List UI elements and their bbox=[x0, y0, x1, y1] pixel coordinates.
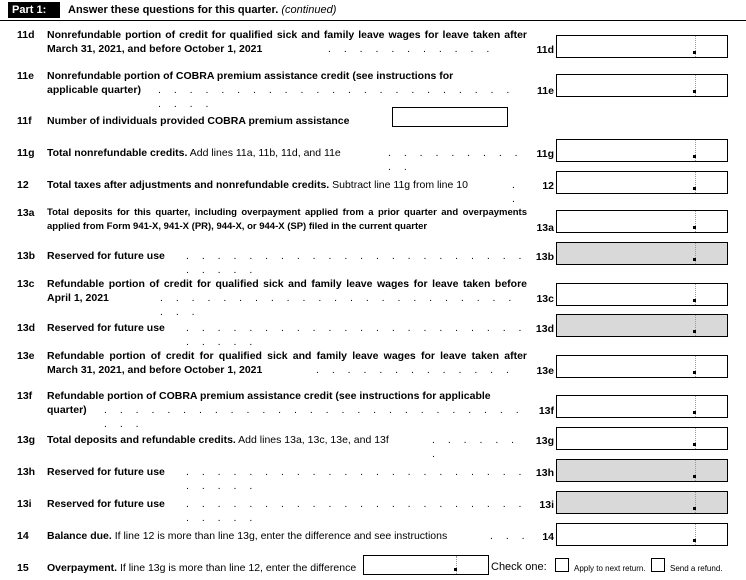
part-title bbox=[68, 3, 336, 17]
leader-dots: . . . . . . . . . . . . . bbox=[316, 364, 514, 376]
line-description bbox=[47, 529, 507, 543]
line-description bbox=[47, 465, 187, 479]
leader-dots: . . . . . . . . . . . . . . . . . . . . . . . . . . bbox=[160, 292, 517, 318]
line-description-rest: Add lines 11a, 11b, 11d, and 11e bbox=[187, 147, 341, 159]
line-label: 13d bbox=[535, 323, 554, 335]
line-label: 13b bbox=[535, 251, 554, 263]
leader-dots: . . . . . . . . . . . . . . . . . . . . . . . . . . . bbox=[186, 250, 527, 276]
line-label: 11d bbox=[536, 44, 554, 56]
line-description bbox=[47, 497, 187, 511]
line-number: 14 bbox=[17, 530, 29, 542]
leader-dots: . . . . . . . . . . . bbox=[328, 43, 495, 55]
line-description-bold: Reserved for future use bbox=[47, 466, 165, 478]
line-description-bold: Overpayment. bbox=[47, 562, 118, 574]
line-label: 12 bbox=[542, 180, 554, 192]
line-number: 13i bbox=[17, 498, 32, 510]
line-description-bold: Refundable portion of credit for qualified sick and family leave wages for leave taken after March 31, 2021, and before October 1, 2021 bbox=[47, 350, 527, 376]
line-description bbox=[47, 114, 387, 128]
line-12-input[interactable] bbox=[556, 171, 728, 194]
line-description bbox=[47, 561, 367, 575]
line-13e-input[interactable] bbox=[556, 355, 728, 378]
line-number: 11d bbox=[17, 29, 35, 41]
line-description-bold: Total deposits for this quarter, including overpayment applied from a prior quarter and overpayments applied from Form 941-X, 941-X (PR), 944-X, or 944-X (SP) filed in the current quarter bbox=[47, 207, 527, 232]
line-14-input[interactable] bbox=[556, 523, 728, 546]
line-13g-input[interactable] bbox=[556, 427, 728, 450]
line-13a-input[interactable] bbox=[556, 210, 728, 233]
line-11g-input[interactable] bbox=[556, 139, 728, 162]
leader-dots: . . bbox=[512, 179, 520, 205]
line-number: 13a bbox=[17, 207, 35, 219]
line-13d-input bbox=[556, 314, 728, 337]
part-title-text: Answer these questions for this quarter. bbox=[68, 4, 279, 16]
leader-dots: . . . . . . . . . . . bbox=[388, 147, 523, 173]
line-number: 13b bbox=[17, 250, 36, 262]
line-11d-input[interactable] bbox=[556, 35, 728, 58]
line-13b-input bbox=[556, 242, 728, 265]
line-number: 11e bbox=[17, 70, 34, 82]
line-label: 13a bbox=[536, 222, 554, 234]
send-a-refund-label: Send a refund. bbox=[670, 564, 723, 573]
line-description-rest: If line 12 is more than line 13g, enter the difference and see instructions bbox=[111, 530, 448, 542]
line-description-bold: Nonrefundable portion of COBRA premium assistance credit (see instructions for applicable quarter) bbox=[47, 70, 454, 96]
line-13c-input[interactable] bbox=[556, 283, 728, 306]
line-description bbox=[47, 146, 377, 160]
line-number: 13f bbox=[17, 390, 33, 402]
line-label: 13i bbox=[539, 499, 554, 511]
line-description-bold: Reserved for future use bbox=[47, 322, 165, 334]
line-description bbox=[47, 433, 447, 447]
line-15-input[interactable] bbox=[363, 555, 489, 575]
line-number: 15 bbox=[17, 562, 29, 574]
check-one-label: Check one: bbox=[491, 561, 547, 573]
line-number: 11f bbox=[17, 115, 32, 127]
leader-dots: . . . . . . . . . . . . . . . . . . . . . . . . . . . bbox=[186, 322, 527, 348]
line-number: 13h bbox=[17, 466, 36, 478]
line-13h-input bbox=[556, 459, 728, 482]
line-description-rest: If line 13g is more than line 12, enter the difference bbox=[117, 562, 357, 574]
line-description bbox=[47, 206, 527, 234]
line-description-rest: Subtract line 11g from line 10 bbox=[329, 179, 468, 191]
line-description-bold: Total deposits and refundable credits. bbox=[47, 434, 236, 446]
line-description-bold: Refundable portion of credit for qualified sick and family leave wages for leave taken before April 1, 2021 bbox=[47, 278, 527, 304]
leader-dots: . . . . . . . bbox=[432, 434, 520, 460]
line-number: 13c bbox=[17, 278, 35, 290]
line-label: 13g bbox=[535, 435, 554, 447]
line-label: 13e bbox=[536, 365, 554, 377]
leader-dots: . . . bbox=[490, 530, 530, 542]
line-description-bold: Total nonrefundable credits. bbox=[47, 147, 188, 159]
leader-dots: . . . . . . . . . . . . . . . . . . . . . . . . . . . . . . bbox=[104, 404, 524, 430]
line-number: 12 bbox=[17, 179, 29, 191]
send-a-refund-checkbox[interactable] bbox=[651, 558, 665, 572]
line-description-bold: Balance due. bbox=[47, 530, 112, 542]
leader-dots: . . . . . . . . . . . . . . . . . . . . . . . . . . . bbox=[186, 498, 527, 524]
line-number: 13g bbox=[17, 434, 36, 446]
part-title-continued: (continued) bbox=[281, 4, 337, 16]
line-label: 13c bbox=[536, 293, 554, 305]
line-11f-input[interactable] bbox=[392, 107, 508, 127]
part-header bbox=[0, 0, 746, 21]
line-description bbox=[47, 178, 527, 192]
apply-to-next-return-label: Apply to next return. bbox=[574, 564, 646, 573]
leader-dots: . . . . . . . . . . . . . . . . . . . . . . . . . . . bbox=[158, 84, 515, 110]
line-label: 14 bbox=[542, 531, 554, 543]
line-description-bold: Number of individuals provided COBRA premium assistance bbox=[47, 115, 350, 127]
line-label: 13h bbox=[535, 467, 554, 479]
line-description-bold: Total taxes after adjustments and nonrefundable credits. bbox=[47, 179, 330, 191]
line-label: 11e bbox=[537, 85, 554, 97]
leader-dots: . . . . . . . . . . . . . . . . . . . . . . . . . . . bbox=[186, 466, 527, 492]
line-number: 11g bbox=[17, 147, 35, 159]
line-number: 13e bbox=[17, 350, 35, 362]
part-label: Part 1: bbox=[8, 2, 60, 18]
line-description-bold: Nonrefundable portion of credit for qualified sick and family leave wages for leave taken after March 31, 2021, and before October 1, 2021 bbox=[47, 29, 527, 55]
line-description-bold: Reserved for future use bbox=[47, 250, 165, 262]
line-13i-input bbox=[556, 491, 728, 514]
apply-to-next-return-checkbox[interactable] bbox=[555, 558, 569, 572]
line-number: 13d bbox=[17, 322, 36, 334]
line-description-rest: Add lines 13a, 13c, 13e, and 13f bbox=[235, 434, 389, 446]
line-13f-input[interactable] bbox=[556, 395, 728, 418]
line-description-bold: Reserved for future use bbox=[47, 498, 165, 510]
line-label: 13f bbox=[538, 405, 554, 417]
line-11e-input[interactable] bbox=[556, 74, 728, 97]
line-label: 11g bbox=[536, 148, 554, 160]
line-description bbox=[47, 321, 187, 335]
line-description-bold: Refundable portion of COBRA premium assistance credit (see instructions for applicable quarter) bbox=[47, 390, 491, 416]
line-description bbox=[47, 249, 187, 263]
